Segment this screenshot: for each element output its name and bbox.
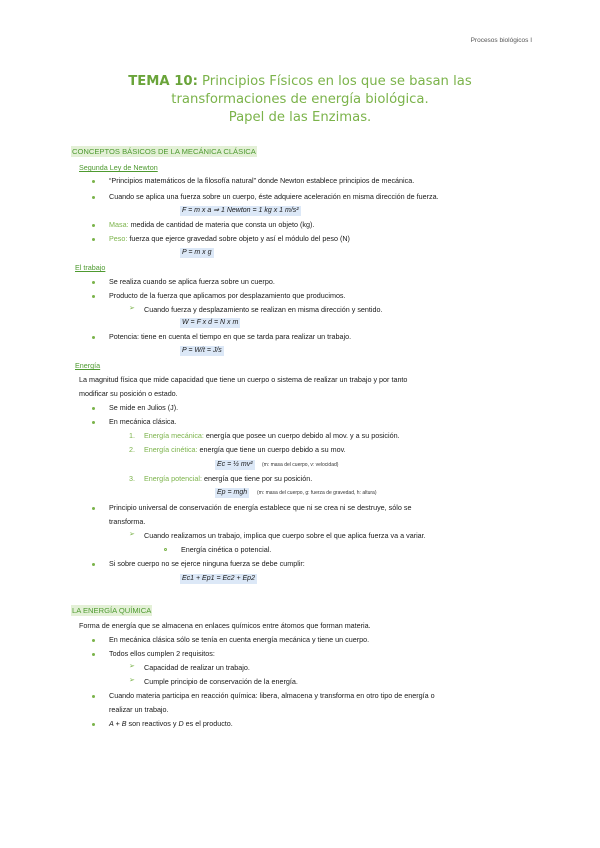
formula-potencia: P = W/t = J/s (182, 347, 222, 354)
bullet-dot (92, 295, 95, 298)
arrow-bullet-icon: ➢ (129, 677, 135, 684)
bullet-dot (92, 281, 95, 284)
quimica-line-3: Cuando materia participa en reacción química: libera, almacena y transforma en otro tipo de energía o (109, 691, 435, 700)
bullet-dot (92, 507, 95, 510)
energia-potencial: Energía potencial: energía que tiene por su posición. (144, 474, 313, 483)
formula-peso: P = m x g (182, 249, 212, 256)
conservacion-arrow: Cuando realizamos un trabajo, implica que cuerpo sobre el que aplica fuerza va a variar. (144, 531, 426, 540)
title-prefix: TEMA 10: (128, 74, 198, 89)
formula-newton: F = m x a ⇒ 1 Newton = 1 kg x 1 m/s² (182, 207, 299, 214)
subheading-newton: Segunda Ley de Newton (79, 163, 158, 172)
quimica-para: Forma de energía que se almacena en enlaces químicos entre átomos que forman materia. (79, 621, 371, 630)
trabajo-line-1: Se realiza cuando se aplica fuerza sobre un cuerpo. (109, 277, 275, 286)
section-heading-mecanica: CONCEPTOS BÁSICOS DE LA MECÁNICA CLÁSICA (72, 147, 256, 156)
bullet-dot (92, 238, 95, 241)
requisito-2: Cumple principio de conservación de la energía. (144, 677, 298, 686)
title-line1: Principios Físicos en los que se basan las (197, 74, 472, 89)
list-number: 3. (129, 474, 135, 483)
formula-cinetica: Ec = ½ mv² (217, 461, 253, 468)
energia-line-2: En mecánica clásica. (109, 417, 177, 426)
arrow-bullet-icon: ➢ (129, 531, 135, 538)
newton-masa: Masa: medida de cantidad de materia que consta un objeto (kg). (109, 220, 315, 229)
page-title (70, 73, 530, 127)
energia-line-1: Se mide en Julios (J). (109, 403, 179, 412)
bullet-dot (92, 695, 95, 698)
newton-line-2: Cuando se aplica una fuerza sobre un cuerpo, éste adquiere aceleración en misma dirección de fuerza. (109, 192, 439, 201)
conservacion-line-1: Principio universal de conservación de energía establece que ni se crea ni se destruye, sólo se (109, 503, 412, 512)
circle-bullet-icon (164, 548, 167, 551)
bullet-dot (92, 336, 95, 339)
quimica-line-4: realizar un trabajo. (109, 705, 169, 714)
list-number: 2. (129, 445, 135, 454)
energia-cinetica: Energía cinética: energía que tiene un cuerpo debido a su mov. (144, 445, 346, 454)
bullet-dot (92, 180, 95, 183)
trabajo-line-2: Producto de la fuerza que aplicamos por desplazamiento que producimos. (109, 291, 346, 300)
conservacion-line-2: transforma. (109, 517, 146, 526)
term-peso: Peso: (109, 234, 128, 243)
bullet-dot (92, 224, 95, 227)
formula-trabajo: W = F x d = N x m (182, 319, 239, 326)
energia-para-2: modificar su posición o estado. (79, 389, 178, 398)
arrow-bullet-icon: ➢ (129, 305, 135, 312)
formula-potencial: Ep = mgh (217, 489, 248, 496)
subheading-energia: Energía (75, 361, 101, 370)
requisito-1: Capacidad de realizar un trabajo. (144, 663, 250, 672)
quimica-line-2: Todos ellos cumplen 2 requisitos: (109, 649, 215, 658)
term-masa: Masa: (109, 220, 129, 229)
subheading-trabajo: El trabajo (75, 263, 106, 272)
quimica-line-5: A + B son reactivos y D es el producto. (109, 719, 233, 728)
newton-line-1: “Principios matemáticos de la filosofía natural” donde Newton establece principios de mecánica. (109, 176, 415, 185)
bullet-dot (92, 407, 95, 410)
potencia-line: Potencia: tiene en cuenta el tiempo en que se tarda para realizar un trabajo. (109, 332, 352, 341)
bullet-dot (92, 196, 95, 199)
bullet-dot (92, 639, 95, 642)
list-number: 1. (129, 431, 135, 440)
arrow-bullet-icon: ➢ (129, 663, 135, 670)
title-line2: transformaciones de energía biológica. (171, 92, 429, 107)
bullet-dot (92, 421, 95, 424)
bullet-dot (92, 723, 95, 726)
energia-para-1: La magnitud física que mide capacidad que tiene un cuerpo o sistema de realizar un trabajo y por tanto (79, 375, 408, 384)
formula-conservacion: Ec1 + Ep1 = Ec2 + Ep2 (182, 575, 255, 582)
trabajo-line-3: Cuando fuerza y desplazamiento se realizan en misma dirección y sentido. (144, 305, 383, 314)
sin-fuerza-line: Si sobre cuerpo no se ejerce ninguna fuerza se debe cumplir: (109, 559, 305, 568)
formula-cinetica-note: (m: masa del cuerpo, v: velocidad) (262, 462, 339, 468)
bullet-dot (92, 653, 95, 656)
bullet-dot (92, 563, 95, 566)
quimica-line-1: En mecánica clásica sólo se tenía en cuenta energía mecánica y tiene un cuerpo. (109, 635, 370, 644)
energia-mecanica: Energía mecánica: energía que posee un cuerpo debido al mov. y a su posición. (144, 431, 400, 440)
title-line3: Papel de las Enzimas. (228, 110, 372, 125)
conservacion-sub: Energía cinética o potencial. (181, 545, 272, 554)
section-heading-quimica: LA ENERGÍA QUÍMICA (72, 606, 152, 615)
header-note: Procesos biológicos I (470, 37, 532, 44)
newton-peso: Peso: fuerza que ejerce gravedad sobre objeto y así el módulo del peso (N) (109, 234, 350, 243)
formula-potencial-note: (m: masa del cuerpo, g: fuerza de gravedad, h: altura) (257, 490, 377, 496)
